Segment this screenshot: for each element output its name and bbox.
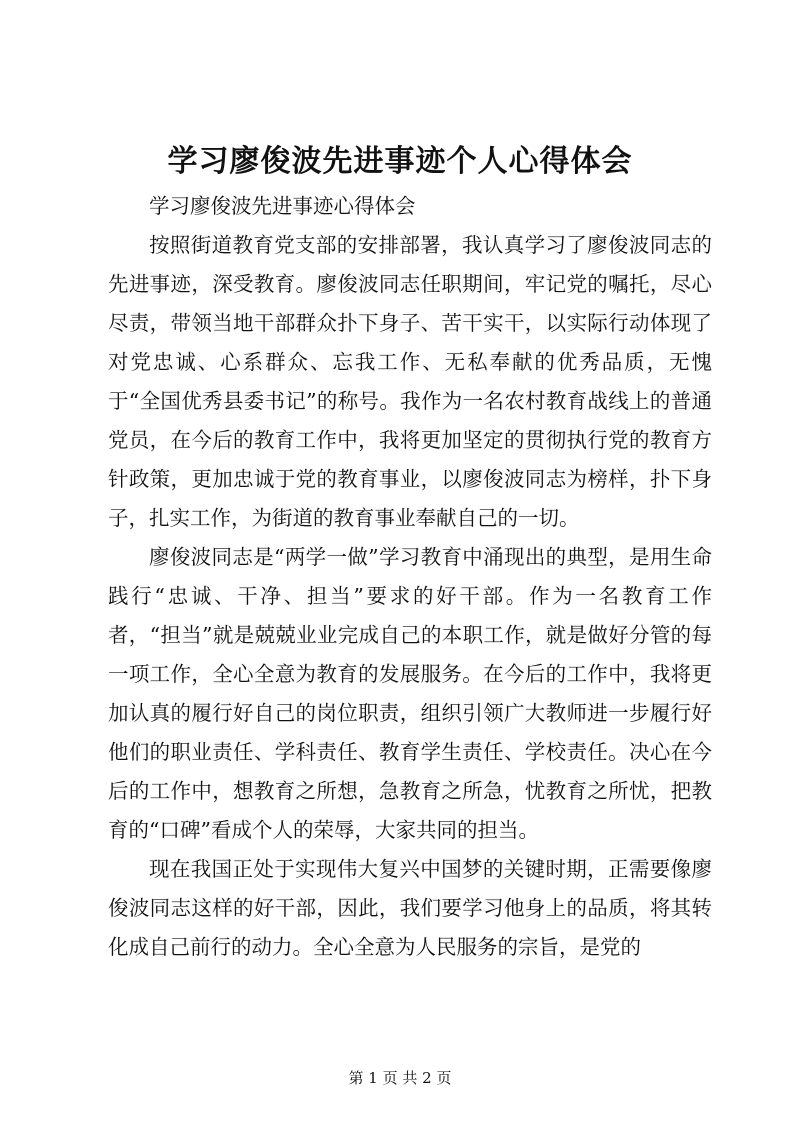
document-body — [108, 187, 712, 967]
body-paragraph-2: 廖俊波同志是“两学一做”学习教育中涌现出的典型，是用生命践行“忠诚、干净、担当”要求的好干部。作为一名教育工作者，“担当”就是兢兢业业完成自己的本职工作，就是做好分管的每一项工作，全心全意为教育的发展服务。在今后的工作中，我将更加认真的履行好自己的岗位职责，组织引领广大教师进一步履行好他们的职业责任、学科责任、教育学生责任、学校责任。决心在今后的工作中，想教育之所想，急教育之所急，忧教育之所忧，把教育的“口碑”看成个人的荣辱，大家共同的担当。 — [108, 545, 712, 842]
page-number-footer: 第 1 页 共 2 页 — [348, 1069, 452, 1087]
body-paragraph-3: 现在我国正处于实现伟大复兴中国梦的关键时期，正需要像廖俊波同志这样的好干部，因此，我们要学习他身上的品质，将其转化成自己前行的动力。全心全意为人民服务的宗旨，是党的 — [108, 857, 712, 959]
document-subtitle: 学习廖俊波先进事迹心得体会 — [149, 194, 416, 218]
document-title: 学习廖俊波先进事迹个人心得体会 — [167, 144, 633, 179]
body-paragraph-1: 按照街道教育党支部的安排部署，我认真学习了廖俊波同志的先进事迹，深受教育。廖俊波同志任职期间，牢记党的嘱托，尽心尽责，带领当地干部群众扑下身子、苦干实干，以实际行动体现了对党忠诚、心系群众、忘我工作、无私奉献的优秀品质，无愧于“全国优秀县委书记”的称号。我作为一名农村教育战线上的普通党员，在今后的教育工作中，我将更加坚定的贯彻执行党的教育方针政策，更加忠诚于党的教育事业，以廖俊波同志为榜样，扑下身子，扎实工作，为街道的教育事业奉献自己的一切。 — [108, 233, 712, 530]
